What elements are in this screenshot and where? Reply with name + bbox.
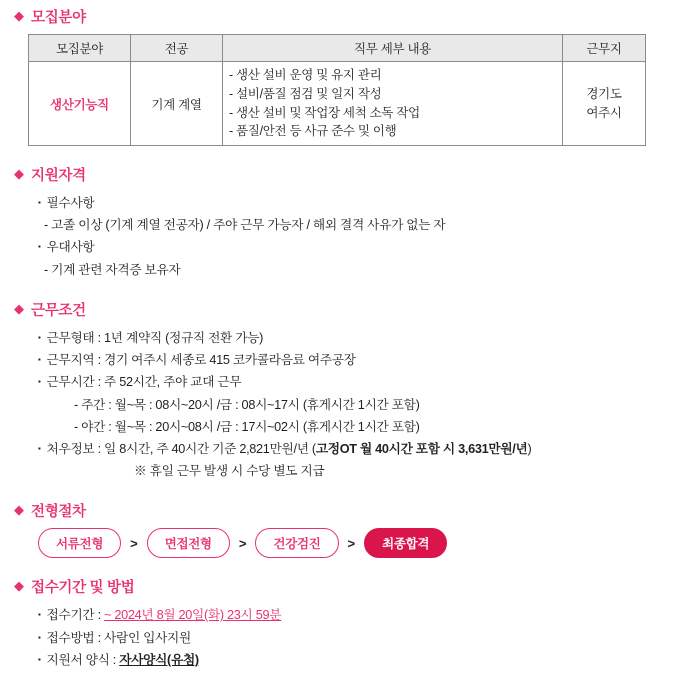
list-item: [38, 327, 673, 349]
qualification-label: 우대사항: [46, 240, 95, 255]
cell-location: [563, 62, 646, 146]
qualification-label: 필수사항: [46, 196, 95, 210]
section-title: 전형절차: [31, 504, 86, 521]
conditions-list: [38, 327, 673, 483]
apply-form: [47, 649, 199, 671]
salary-suffix: ): [527, 441, 532, 456]
apply-form-label: 지원서 양식 :: [46, 652, 120, 667]
salary-note: ※ 휴일 근무 발생 시 수당 별도 지급: [134, 464, 325, 479]
process-steps: [38, 528, 673, 558]
diamond-icon: ◆: [14, 502, 24, 518]
th-major: 전공: [131, 35, 223, 62]
cell-major: 기계 계열: [131, 62, 223, 146]
list-item: [38, 349, 673, 371]
step-separator-icon: >: [238, 535, 247, 551]
th-duties: 직무 세부 내용: [223, 35, 563, 62]
section-process: [14, 500, 673, 558]
list-item: [38, 192, 673, 214]
shift-night-text: - 야간 : 월~목 : 20시~08시 /금 : 17시~02시 (휴게시간 1시간 포함): [74, 419, 420, 434]
section-apply: [14, 576, 673, 671]
recruit-table: [28, 34, 646, 146]
process-step-final: 최종합격: [364, 528, 447, 558]
list-item: [38, 236, 673, 258]
duty-line: - 생산 설비 및 작업장 세척 소독 작업: [229, 105, 420, 120]
square-bullet-icon: ▪: [38, 443, 41, 453]
location-line-1: 경기도: [586, 87, 622, 102]
process-step-health-check: 건강검진: [255, 528, 338, 558]
diamond-icon: ◆: [14, 166, 24, 181]
section-recruit-heading: [14, 6, 673, 27]
list-item: [38, 438, 673, 460]
apply-period-value: ~ 2024년 8월 20일(화) 23시 59분: [104, 608, 282, 623]
th-location: 근무지: [563, 35, 646, 62]
process-step-document: 서류전형: [38, 528, 121, 558]
square-bullet-icon: ▪: [38, 654, 41, 664]
table-row: [29, 62, 646, 146]
square-bullet-icon: ▪: [38, 355, 41, 365]
section-recruit: [14, 6, 673, 146]
apply-list: [38, 604, 673, 671]
process-step-interview: 면접전형: [147, 528, 230, 558]
section-qualification-heading: [14, 164, 673, 185]
section-conditions: [14, 299, 673, 483]
section-title: 지원자격: [31, 168, 86, 184]
list-item: [38, 627, 673, 649]
section-apply-heading: [14, 576, 673, 597]
condition-text: 근무지역 : 경기 여주시 세종로 415 코카콜라음료 여주공장: [46, 353, 356, 368]
table-header-row: [29, 35, 646, 62]
section-conditions-heading: [14, 299, 673, 320]
th-field: 모집분야: [29, 35, 131, 62]
qualification-list: [38, 192, 673, 281]
salary-highlight: 고정OT 월 40시간 포함 시 3,631만원/년: [315, 441, 528, 456]
salary-text: [47, 438, 532, 460]
apply-form-value[interactable]: 자사양식(유첨): [119, 652, 199, 667]
diamond-icon: ◆: [14, 300, 24, 316]
square-bullet-icon: ▪: [38, 242, 41, 252]
duty-line: - 생산 설비 운영 및 유지 관리: [229, 68, 382, 82]
section-title: 근무조건: [31, 302, 86, 319]
condition-text: 근무형태 : 1년 계약직 (정규직 전환 가능): [46, 330, 264, 345]
section-process-heading: [14, 500, 673, 521]
square-bullet-icon: ▪: [38, 198, 41, 207]
section-qualification: [14, 164, 673, 281]
apply-period: [47, 604, 282, 626]
condition-text: 근무시간 : 주 52시간, 주야 교대 근무: [46, 375, 242, 390]
square-bullet-icon: ▪: [38, 632, 41, 642]
qualification-detail: - 고졸 이상 (기계 계열 전공자) / 주야 근무 가능자 / 해외 결격 사유가 없는 자: [44, 218, 446, 233]
diamond-icon: ◆: [14, 578, 24, 594]
section-title: 접수기간 및 방법: [31, 580, 135, 597]
cell-duties: [223, 62, 563, 146]
step-separator-icon: >: [130, 535, 138, 551]
section-title: 모집분야: [31, 10, 86, 26]
salary-prefix: 처우정보 : 일 8시간, 주 40시간 기준 2,821만원/년 (: [46, 441, 316, 456]
square-bullet-icon: ▪: [38, 332, 41, 342]
list-item: [38, 371, 673, 393]
duty-line: - 품질/안전 등 사규 준수 및 이행: [229, 124, 397, 139]
cell-job-title: 생산기능직: [29, 62, 131, 146]
shift-day-text: - 주간 : 월~목 : 08시~20시 /금 : 08시~17시 (휴게시간 1시간 포함): [74, 397, 420, 412]
diamond-icon: ◆: [14, 8, 24, 23]
list-item: [38, 604, 673, 626]
list-item: [38, 649, 673, 671]
apply-method: 접수방법 : 사람인 입사지원: [46, 630, 191, 645]
duty-line: - 설비/품질 점검 및 일지 작성: [229, 86, 382, 101]
apply-period-label: 접수기간 :: [46, 608, 105, 623]
square-bullet-icon: ▪: [38, 610, 41, 620]
square-bullet-icon: ▪: [38, 377, 41, 387]
step-separator-icon: >: [347, 535, 356, 551]
qualification-detail: - 기계 관련 자격증 보유자: [44, 262, 181, 277]
location-line-2: 여주시: [586, 105, 622, 120]
